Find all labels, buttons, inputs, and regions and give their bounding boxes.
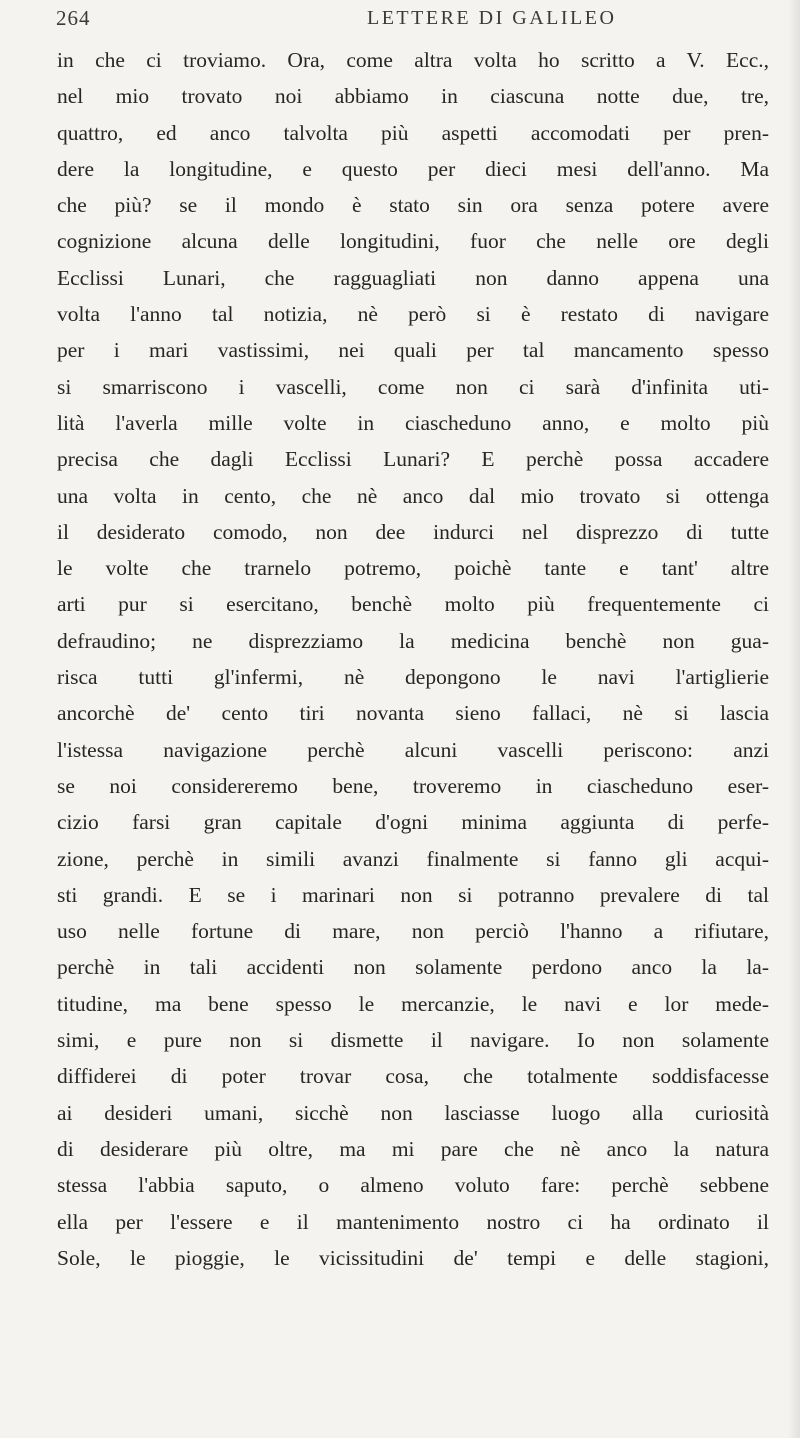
text-line: defraudino; ne disprezziamo la medicina benchè non gua-	[57, 628, 769, 653]
text-line: simi, e pure non si dismette il navigare. Io non solamente	[57, 1028, 769, 1053]
text-line: cognizione alcuna delle longitudini, fuor che nelle ore degli	[57, 229, 769, 254]
text-line: precisa che dagli Ecclissi Lunari? E perchè possa accadere	[57, 447, 769, 472]
text-line: risca tutti gl'infermi, nè depongono le navi l'artiglierie	[57, 665, 769, 690]
text-line: dere la longitudine, e questo per dieci mesi dell'anno. Ma	[57, 156, 769, 181]
text-line: Sole, le pioggie, le vicissitudini de' tempi e delle stagioni,	[57, 1245, 769, 1270]
text-line: quattro, ed anco talvolta più aspetti accomodati per pren-	[57, 120, 769, 145]
text-line: di desiderare più oltre, ma mi pare che nè anco la natura	[57, 1136, 769, 1161]
text-line: per i mari vastissimi, nei quali per tal mancamento spesso	[57, 338, 769, 363]
text-line: il desiderato comodo, non dee indurci nel disprezzo di tutte	[57, 519, 769, 544]
text-line: cizio farsi gran capitale d'ogni minima aggiunta di perfe-	[57, 810, 769, 835]
text-line: diffiderei di poter trovar cosa, che totalmente soddisfacesse	[57, 1064, 769, 1089]
text-line: titudine, ma bene spesso le mercanzie, le navi e lor mede-	[57, 991, 769, 1016]
text-line: ancorchè de' cento tiri novanta sieno fallaci, nè si lascia	[57, 701, 769, 726]
body-text	[57, 42, 769, 1276]
text-line: sti grandi. E se i marinari non si potranno prevalere di tal	[57, 882, 769, 907]
text-line: si smarriscono i vascelli, come non ci sarà d'infinita uti-	[57, 374, 769, 399]
text-line: che più? se il mondo è stato sin ora senza potere avere	[57, 193, 769, 218]
text-line: una volta in cento, che nè anco dal mio trovato si ottenga	[57, 483, 769, 508]
running-title: LETTERE DI GALILEO	[367, 7, 617, 29]
text-line: in che ci troviamo. Ora, come altra volta ho scritto a V. Ecc.,	[57, 48, 769, 72]
text-line: stessa l'abbia saputo, o almeno voluto fare: perchè sebbene	[57, 1173, 769, 1198]
text-line: Ecclissi Lunari, che ragguagliati non danno appena una	[57, 265, 769, 290]
page-edge-shadow	[788, 0, 800, 1438]
text-line: ai desideri umani, sicchè non lasciasse luogo alla curiosità	[57, 1100, 769, 1125]
text-line: volta l'anno tal notizia, nè però si è restato di navigare	[57, 302, 769, 327]
page-header	[56, 6, 780, 36]
text-line: nel mio trovato noi abbiamo in ciascuna notte due, tre,	[57, 84, 769, 109]
page-number: 264	[56, 6, 91, 30]
text-line: ella per l'essere e il mantenimento nostro ci ha ordinato il	[57, 1209, 769, 1234]
text-line: l'istessa navigazione perchè alcuni vascelli periscono: anzi	[57, 737, 769, 762]
text-line: zione, perchè in simili avanzi finalmente si fanno gli acqui-	[57, 846, 769, 871]
text-line: le volte che trarnelo potremo, poichè tante e tant' altre	[57, 556, 769, 581]
text-line: lità l'averla mille volte in ciascheduno anno, e molto più	[57, 410, 769, 435]
text-line: arti pur si esercitano, benchè molto più frequentemente ci	[57, 592, 769, 617]
text-line: perchè in tali accidenti non solamente perdono anco la la-	[57, 955, 769, 980]
text-line: uso nelle fortune di mare, non perciò l'hanno a rifiutare,	[57, 919, 769, 944]
text-line: se noi considereremo bene, troveremo in ciascheduno eser-	[57, 773, 769, 798]
